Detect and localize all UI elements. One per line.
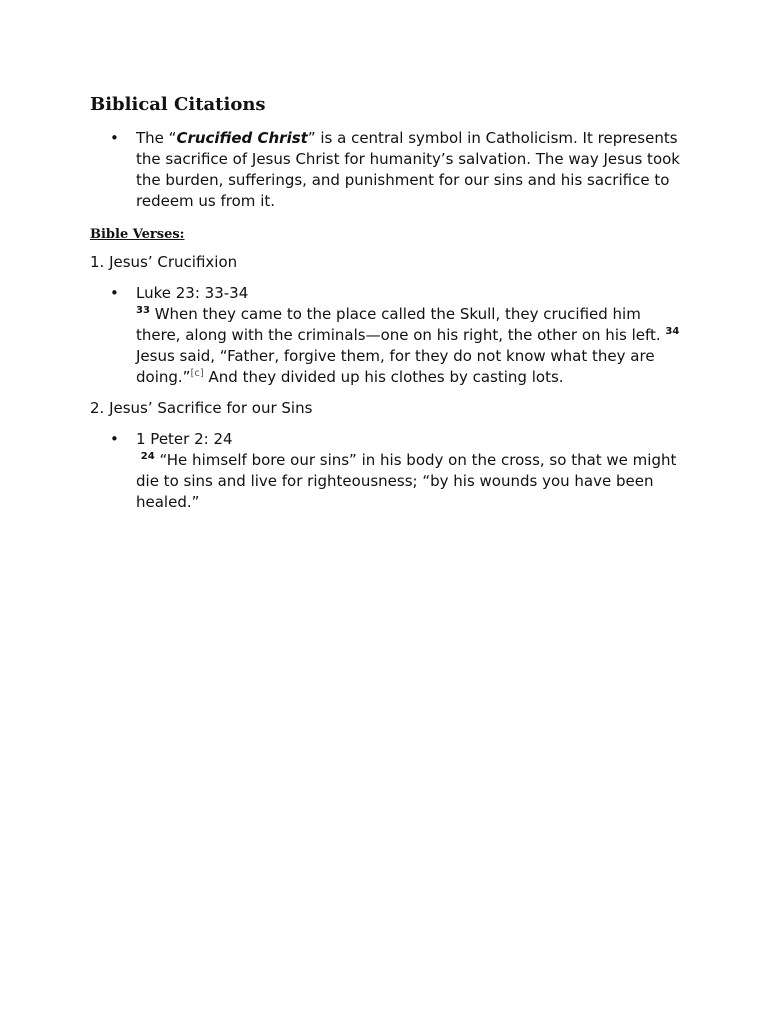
verse-text: When they came to the place called the Skull, they crucified him there, along with the criminals—one on his right, the other on his left. (136, 305, 666, 344)
section-1-bullet (90, 283, 690, 388)
section-2-title: 2. Jesus’ Sacrifice for our Sins (90, 399, 313, 417)
intro-text-end: ” is a central symbol in Catholicism. It represents the sacrifice of Jesus Christ for humanity’s salvation. The way Jesus took the burden, sufferings, and punishment for our sins and his sacrifice to redeem us from it. (136, 129, 680, 210)
verse-text: Jesus said, “Father, forgive them, for they do not know what they are doing.” (136, 347, 655, 386)
verse-text: And they divided up his clothes by casting lots. (203, 368, 564, 386)
section-2-reference: 1 Peter 2: 24 (136, 430, 233, 448)
verse-text: “He himself bore our sins” in his body on the cross, so that we might die to sins and live for righteousness; “by his wounds you have been healed.” (136, 451, 677, 511)
verse-number: 34 (665, 326, 680, 337)
bullet-marker: • (110, 430, 119, 448)
intro-text-start: The “ (136, 129, 177, 147)
section-2-bullet (90, 429, 690, 513)
intro-bullet (90, 128, 690, 212)
bible-verses-label: Bible Verses: (90, 227, 185, 242)
footnote-link[interactable]: [c] (190, 368, 204, 379)
section-1-reference: Luke 23: 33-34 (136, 284, 249, 302)
page-title: Biblical Citations (90, 94, 266, 115)
verse-number: 33 (136, 305, 150, 316)
bullet-marker: • (110, 129, 119, 147)
section-1-title: 1. Jesus’ Crucifixion (90, 253, 238, 271)
bullet-marker: • (110, 284, 119, 302)
verse-number: 24 (140, 451, 155, 462)
document-page (90, 92, 690, 513)
intro-emphasis: Crucified Christ (176, 129, 308, 147)
